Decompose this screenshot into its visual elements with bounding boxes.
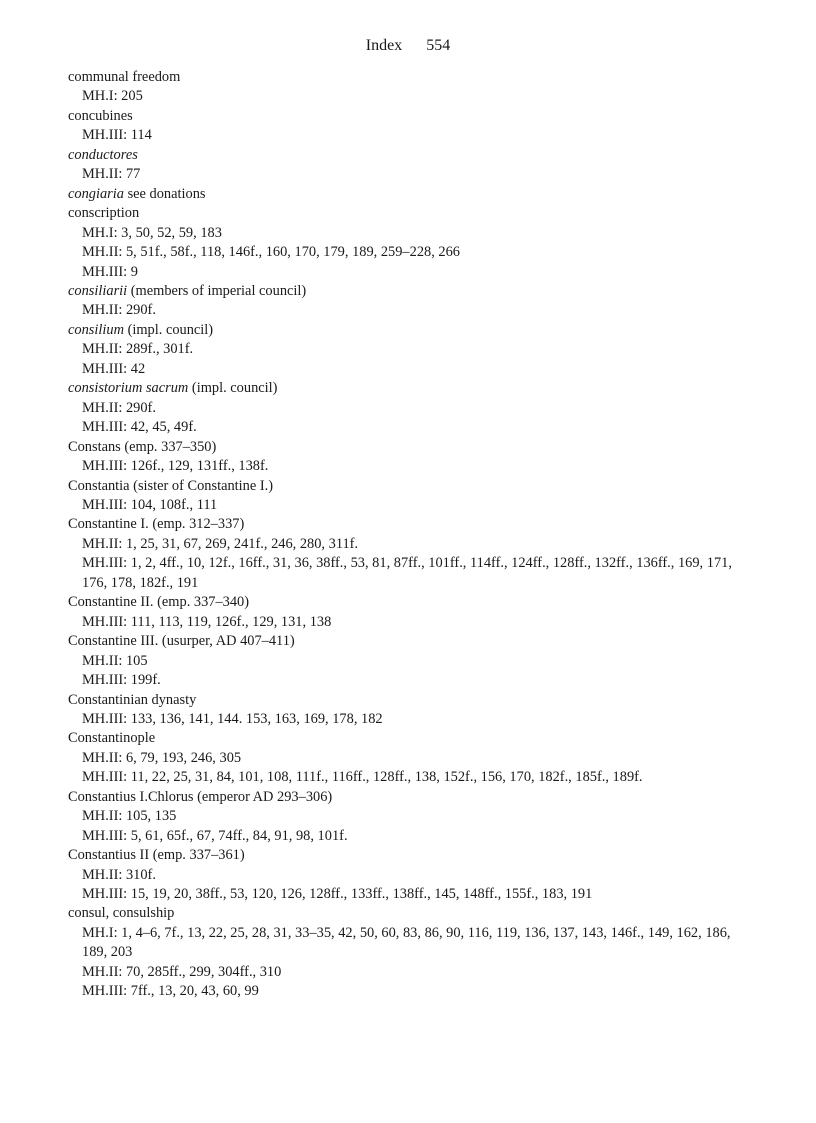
header-title: Index [365,37,403,54]
index-term-text: concubines [68,107,133,124]
page-number: 554 [426,37,451,54]
index-entry [68,632,788,690]
index-entry [68,515,788,593]
index-locator: MH.II: 290f. [82,399,156,416]
index-locator: MH.III: 15, 19, 20, 38ff., 53, 120, 126, 128ff., 133ff., 138ff., 145, 148ff., 155f., 183, 191 [82,886,593,903]
index-locator: MH.III: 7ff., 13, 20, 43, 60, 99 [82,983,259,1000]
index-term [68,107,788,126]
index-entry [68,185,788,204]
index-entry [68,68,788,107]
index-locator: MH.II: 1, 25, 31, 67, 269, 241f., 246, 280, 311f. [82,535,359,552]
index-term-text: (impl. council) [123,321,214,338]
index-term-italic: congiaria [68,185,124,202]
index-locator: MH.I: 205 [82,88,143,105]
index-locator: MH.III: 114 [82,127,152,144]
index-locator: MH.III: 111, 113, 119, 126f., 129, 131, 138 [82,613,332,630]
index-entry [68,146,788,185]
index-term-text: (members of imperial council) [127,282,307,299]
index-term-text: conscription [68,205,140,222]
index-locator: MH.II: 77 [82,166,141,183]
index-term [68,904,788,923]
index-locator: MH.II: 290f. [82,302,156,319]
index-term [68,729,788,748]
index-term-text: Constantius I.Chlorus (emperor AD 293–306) [68,788,333,805]
index-entry [68,593,788,632]
index-locator: MH.III: 11, 22, 25, 31, 84, 101, 108, 111f., 116ff., 128ff., 138, 152f., 156, 170, 182f., 185f., 189f. [82,769,643,786]
index-locator: MH.I: 3, 50, 52, 59, 183 [82,224,222,241]
index-term [68,515,788,534]
index-term-italic: conductores [68,146,138,163]
index-locator: MH.III: 199f. [82,672,161,689]
index-entry [68,321,788,379]
index-term-text: Constantine II. (emp. 337–340) [68,594,250,611]
index-entry [68,788,788,846]
index-locator: MH.II: 70, 285ff., 299, 304ff., 310 [82,963,282,980]
index-locator: MH.III: 42, 45, 49f. [82,419,197,436]
index-entry [68,282,788,321]
index-term [68,321,788,340]
index-locator: MH.III: 5, 61, 65f., 67, 74ff., 84, 91, 98, 101f. [82,827,348,844]
index-term-text: Constantius II (emp. 337–361) [68,847,245,864]
index-term-text: communal freedom [68,69,181,85]
index-term [68,788,788,807]
index-term-text: consul, consulship [68,905,175,922]
index-term [68,379,788,398]
index-locator: MH.II: 310f. [82,866,156,883]
index-entry [68,729,788,787]
index-entry [68,379,788,437]
index-term-text: Constans (emp. 337–350) [68,438,217,455]
index-term [68,438,788,457]
index-term [68,185,788,204]
index-locator: MH.II: 105 [82,652,148,669]
index-locator: MH.II: 6, 79, 193, 246, 305 [82,749,242,766]
index-term-text: Constantine I. (emp. 312–337) [68,516,245,533]
index-term [68,146,788,165]
index-locator: MH.III: 104, 108f., 111 [82,496,218,513]
index-entry [68,107,788,146]
index-term [68,593,788,612]
index-term-text: Constantinople [68,730,156,747]
index-term-italic: consistorium sacrum [68,380,189,397]
index-locator: MH.III: 9 [82,263,138,280]
index-locator: MH.II: 105, 135 [82,808,177,825]
index-term-text: Constantinian dynasty [68,691,197,708]
index-entry [68,904,788,1001]
index-term-italic: consiliarii [68,282,128,299]
index-term-text: see donations [123,185,206,202]
index-term [68,632,788,651]
index-locator: MH.III: 1, 2, 4ff., 10, 12f., 16ff., 31, 36, 38ff., 53, 81, 87ff., 101ff., 114ff., 124ff., 128ff., 132ff., 136ff., 169, 171, 176, 178, 182f., 191 [82,555,732,591]
index-term [68,204,788,223]
index-term-italic: consilium [68,321,124,338]
index-list [68,68,788,1002]
index-term-text: (impl. council) [188,380,278,397]
index-term [68,282,788,301]
index-entry [68,846,788,904]
index-term [68,68,788,87]
index-entry [68,691,788,730]
index-locator: MH.III: 126f., 129, 131ff., 138f. [82,458,269,475]
index-term [68,691,788,710]
index-entry [68,438,788,477]
index-locator: MH.III: 133, 136, 141, 144. 153, 163, 169, 178, 182 [82,710,383,727]
index-entry [68,204,788,282]
index-term-text: Constantia (sister of Constantine I.) [68,477,274,494]
index-locator: MH.I: 1, 4–6, 7f., 13, 22, 25, 28, 31, 33–35, 42, 50, 60, 83, 86, 90, 116, 119, 136, 137, 143, 146f., 149, 162, 186, 189, 203 [82,924,731,961]
index-locator: MH.II: 5, 51f., 58f., 118, 146f., 160, 170, 179, 189, 259–228, 266 [82,244,460,261]
index-locator: MH.II: 289f., 301f. [82,341,194,358]
index-term-text: Constantine III. (usurper, AD 407–411) [68,633,295,650]
index-entry [68,477,788,516]
index-term [68,846,788,865]
running-header [0,36,816,56]
index-locator: MH.III: 42 [82,360,146,377]
index-term [68,477,788,496]
